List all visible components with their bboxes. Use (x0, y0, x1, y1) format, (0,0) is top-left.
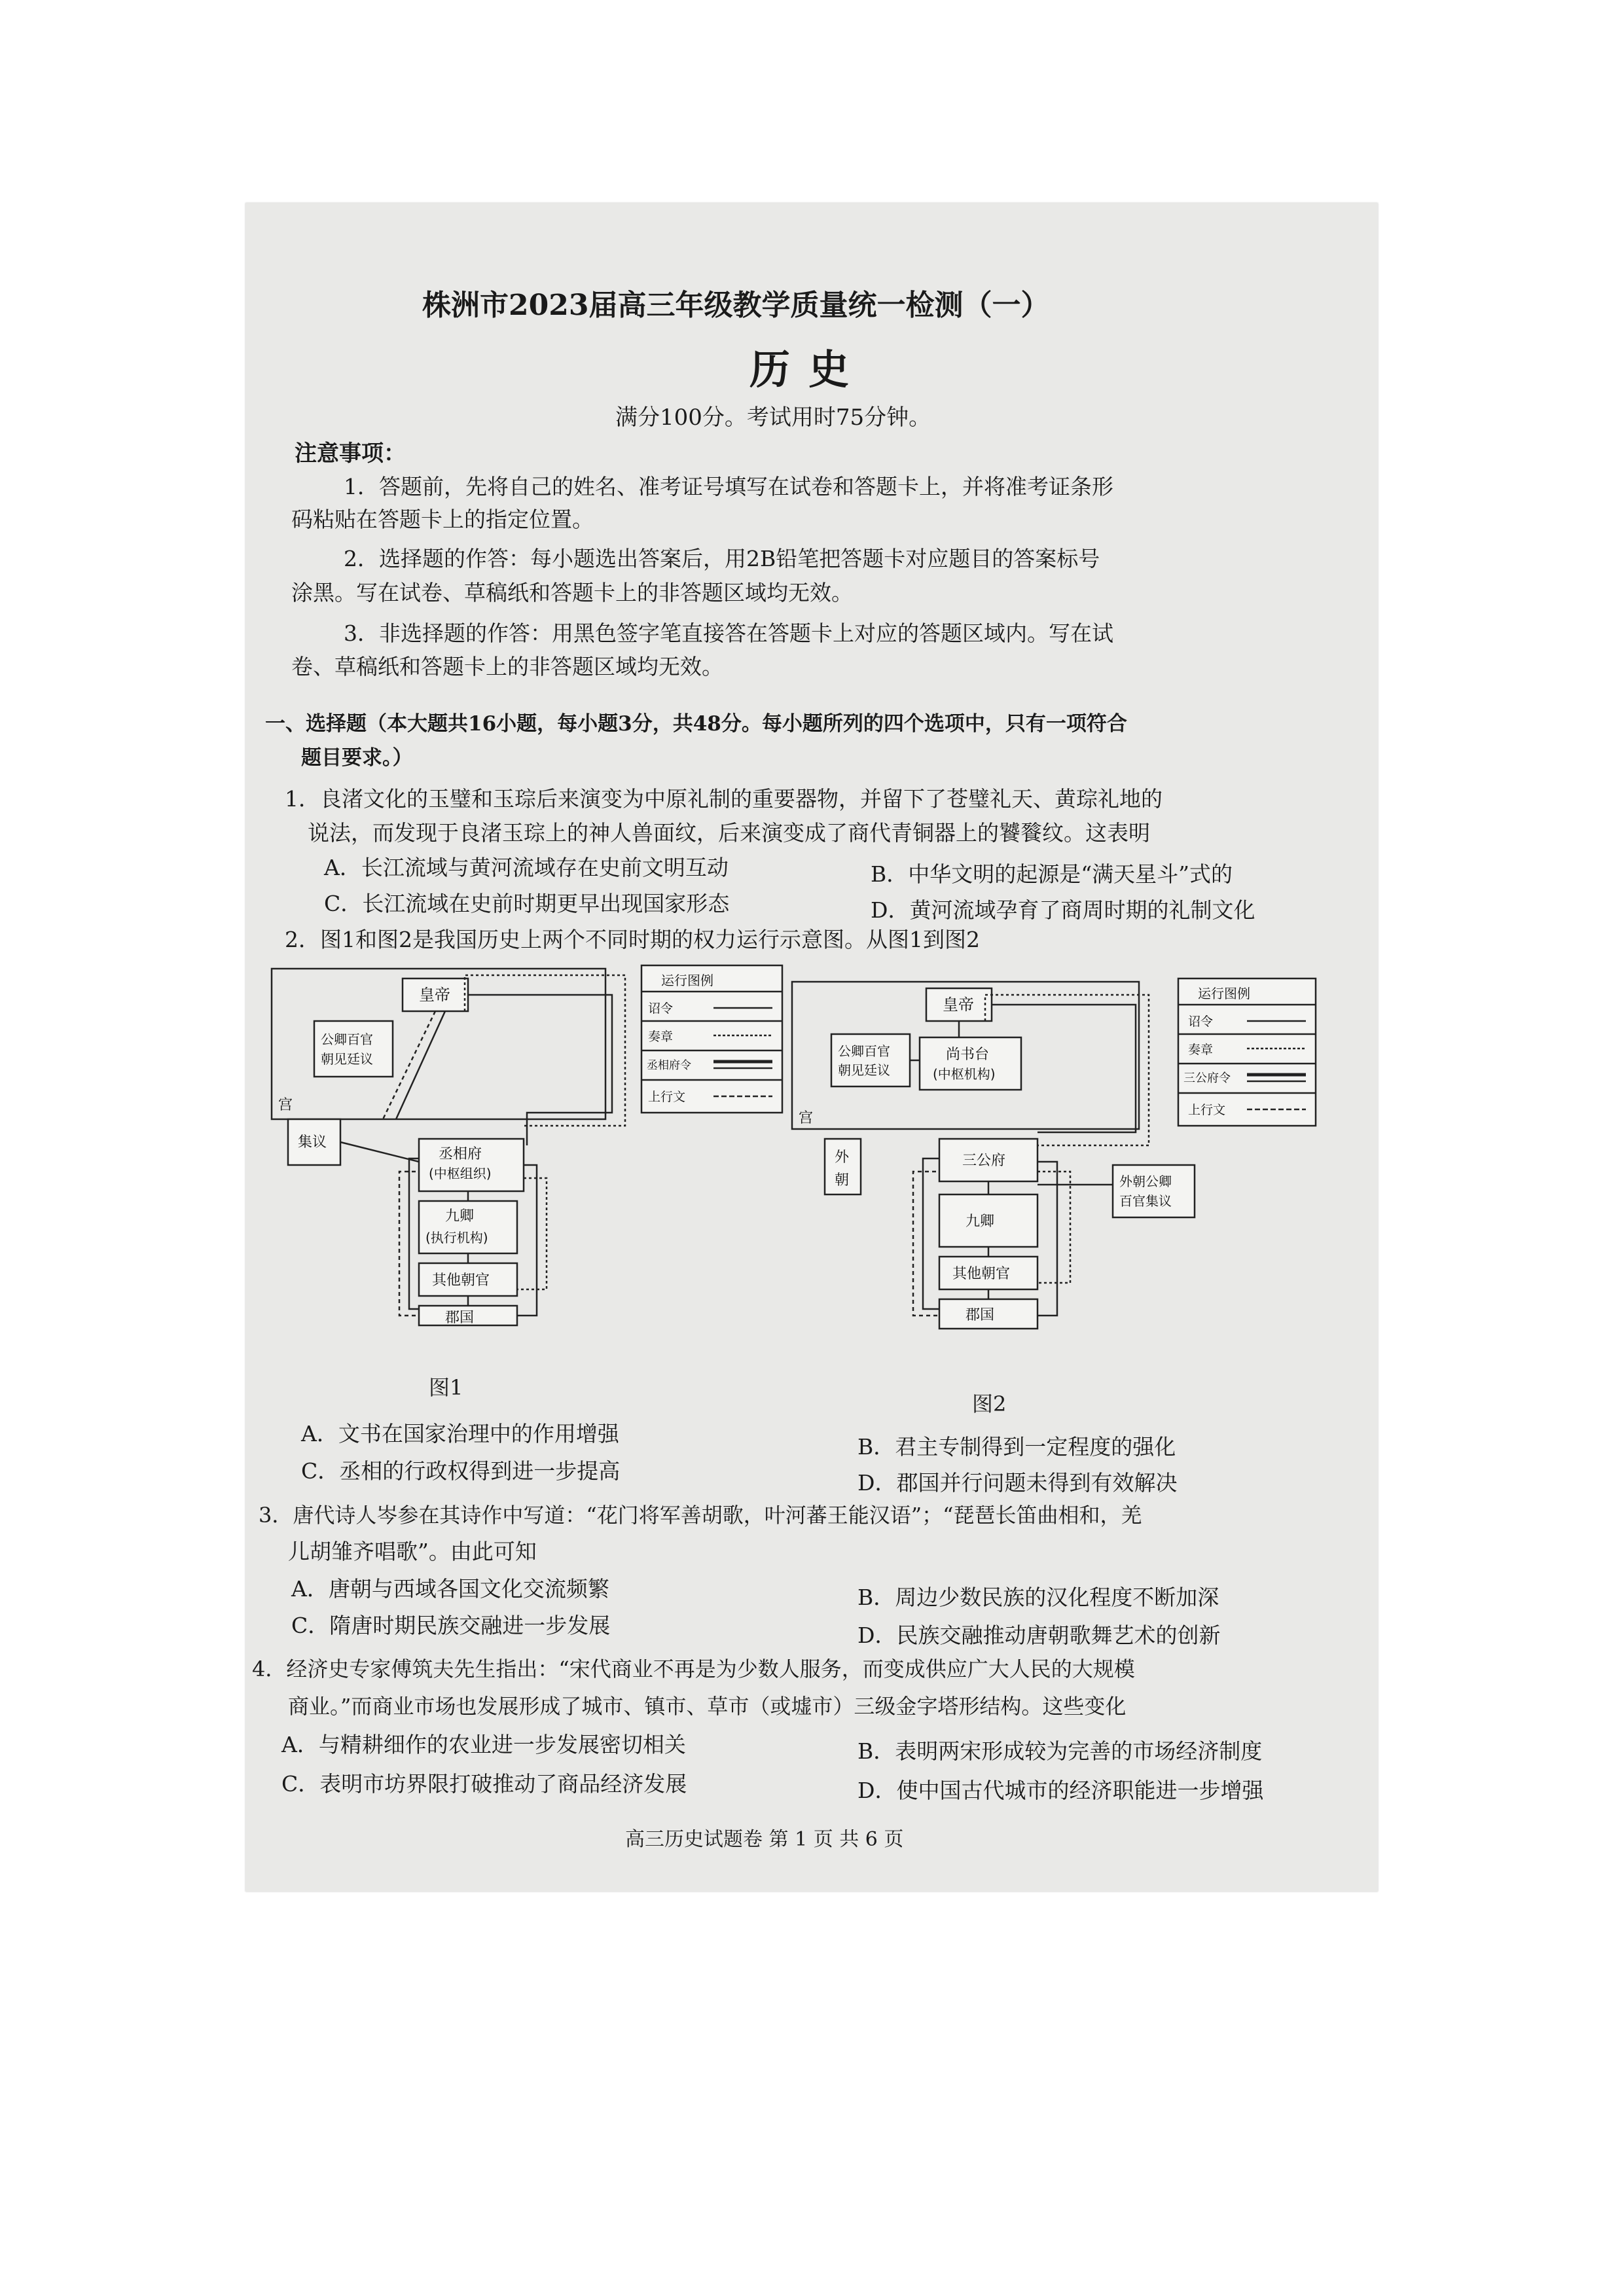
fig1-legend-item: 丞相府令 (647, 1059, 691, 1072)
notice-line: 2．选择题的作答：每小题选出答案后，用2B铅笔把答题卡对应题目的答案标号 (344, 546, 1100, 571)
question-3-option-c: C．隋唐时期民族交融进一步发展 (291, 1613, 611, 1638)
fig2-emperor: 皇帝 (943, 996, 974, 1014)
subject-title: 历史 (749, 346, 868, 393)
fig1-commanderies: 郡国 (445, 1310, 475, 1326)
fig2-secretariat-line1: 尚书台 (946, 1047, 990, 1063)
exam-paper (245, 203, 1378, 1892)
notice-line: 1．答题前，先将自己的姓名、准考证号填写在试卷和答题卡上，并将准考证条形 (344, 474, 1113, 499)
fig1-legend-title: 运行图例 (661, 973, 713, 988)
fig1-legend-item: 上行文 (648, 1090, 686, 1104)
fig2-legend-item: 上行文 (1188, 1103, 1226, 1117)
question-4-option-b: B．表明两宋形成较为完善的市场经济制度 (857, 1738, 1263, 1764)
fig2-three-dukes: 三公府 (962, 1153, 1006, 1169)
question-1-option-c: C．长江流域在史前时期更早出现国家形态 (324, 891, 730, 916)
fig2-legend-title: 运行图例 (1198, 986, 1250, 1001)
question-1-stem: 1．良渚文化的玉璧和玉琮后来演变为中原礼制的重要器物，并留下了苍璧礼天、黄琮礼地的 (285, 786, 1163, 812)
section-heading: 一、选择题（本大题共16小题，每小题3分，共48分。每小题所列的四个选项中，只有一项符合 (265, 712, 1127, 736)
question-1-option-b: B．中华文明的起源是“满天星斗”式的 (871, 861, 1233, 887)
section-heading-cont: 题目要求。） (301, 746, 413, 770)
fig2-other-officials: 其他朝官 (952, 1266, 1011, 1282)
fig1-chancellor-line2: (中枢组织) (429, 1166, 492, 1181)
notice-line: 码粘贴在答题卡上的指定位置。 (291, 507, 594, 532)
fig1-court-line2: 朝见廷议 (321, 1051, 373, 1067)
question-2-option-a: A．文书在国家治理中的作用增强 (301, 1421, 619, 1446)
page-footer: 高三历史试题卷 第 1 页 共 6 页 (625, 1828, 904, 1851)
fig2-outer-court-line2: 朝 (835, 1172, 850, 1189)
question-2-option-d: D．郡国并行问题未得到有效解决 (857, 1470, 1178, 1496)
fig1-legend-item: 奏章 (648, 1030, 674, 1044)
question-3-option-b: B．周边少数民族的汉化程度不断加深 (857, 1585, 1219, 1610)
fig1-legend-item: 诏令 (648, 1001, 674, 1016)
question-3-option-d: D．民族交融推动唐朝歌舞艺术的创新 (857, 1623, 1221, 1648)
exam-title: 株洲市2023届高三年级教学质量统一检测（一） (422, 289, 1050, 322)
fig2-outer-court-line1: 外 (835, 1149, 850, 1166)
fig1-emperor: 皇帝 (419, 986, 450, 1004)
fig2-palace: 宫 (799, 1110, 814, 1126)
notice-line: 3．非选择题的作答：用黑色签字笔直接答在答题卡上对应的答题区域内。写在试 (344, 620, 1113, 646)
question-1-stem: 说法，而发现于良渚玉琮上的神人兽面纹，后来演变成了商代青铜器上的饕餮纹。这表明 (308, 820, 1150, 846)
question-4-option-a: A．与精耕细作的农业进一步发展密切相关 (281, 1732, 686, 1757)
question-3-stem: 3．唐代诗人岑参在其诗作中写道：“花门将军善胡歌，叶河蕃王能汉语”；“琵琶长笛曲相和，羌 (259, 1503, 1142, 1528)
fig1-collective: 集议 (298, 1134, 327, 1151)
question-3-option-a: A．唐朝与西域各国文化交流频繁 (291, 1576, 609, 1602)
fig2-legend-item: 三公府令 (1183, 1071, 1231, 1085)
fig2-legend-item: 诏令 (1188, 1014, 1214, 1029)
fig2-outer-collective-line1: 外朝公卿 (1119, 1174, 1172, 1189)
question-2-stem: 2．图1和图2是我国历史上两个不同时期的权力运行示意图。从图1到图2 (285, 927, 980, 952)
fig1-nine-ministers-line1: 九卿 (445, 1208, 475, 1225)
fig2-secretariat-line2: (中枢机构) (933, 1066, 996, 1082)
fig2-nine-ministers: 九卿 (965, 1213, 995, 1230)
notice-heading: 注意事项： (295, 440, 406, 467)
fig2-outer-collective-line2: 百官集议 (1119, 1193, 1172, 1209)
question-1-option-a: A．长江流域与黄河流域存在史前文明互动 (324, 855, 729, 880)
question-4-option-d: D．使中国古代城市的经济职能进一步增强 (857, 1778, 1264, 1803)
fig2-legend-item: 奏章 (1188, 1043, 1214, 1057)
figure-1-diagram (268, 962, 812, 1329)
fig1-other-officials: 其他朝官 (432, 1272, 490, 1289)
fig2-court-line1: 公卿百官 (838, 1043, 890, 1059)
question-4-option-c: C．表明市坊界限打破推动了商品经济发展 (281, 1771, 687, 1797)
notice-line: 涂黑。写在试卷、草稿纸和答题卡上的非答题区域均无效。 (291, 580, 853, 605)
fig1-palace: 宫 (278, 1097, 293, 1113)
question-3-stem: 儿胡雏齐唱歌”。由此可知 (288, 1539, 537, 1564)
figure-2-caption: 图2 (972, 1391, 1007, 1416)
question-1-option-d: D．黄河流域孕育了商周时期的礼制文化 (871, 897, 1255, 923)
question-4-stem: 4．经济史专家傅筑夫先生指出：“宋代商业不再是为少数人服务，而变成供应广大人民的大规模 (252, 1657, 1135, 1681)
question-2-option-b: B．君主专制得到一定程度的强化 (857, 1434, 1176, 1460)
figure-2-diagram (789, 975, 1365, 1348)
notice-line: 卷、草稿纸和答题卡上的非答题区域均无效。 (291, 654, 723, 679)
fig1-chancellor-line1: 丞相府 (439, 1146, 482, 1162)
fig2-court-line2: 朝见廷议 (838, 1062, 890, 1078)
fig1-court-line1: 公卿百官 (321, 1031, 373, 1047)
figure-1-caption: 图1 (429, 1375, 463, 1400)
question-2-option-c: C．丞相的行政权得到进一步提高 (301, 1458, 621, 1484)
fig1-nine-ministers-line2: (执行机构) (425, 1230, 488, 1246)
fig2-commanderies: 郡国 (965, 1307, 995, 1323)
question-4-stem: 商业。”而商业市场也发展形成了城市、镇市、草市（或墟市）三级金字塔形结构。这些变化 (288, 1694, 1127, 1719)
exam-meta: 满分100分。考试用时75分钟。 (615, 404, 931, 431)
